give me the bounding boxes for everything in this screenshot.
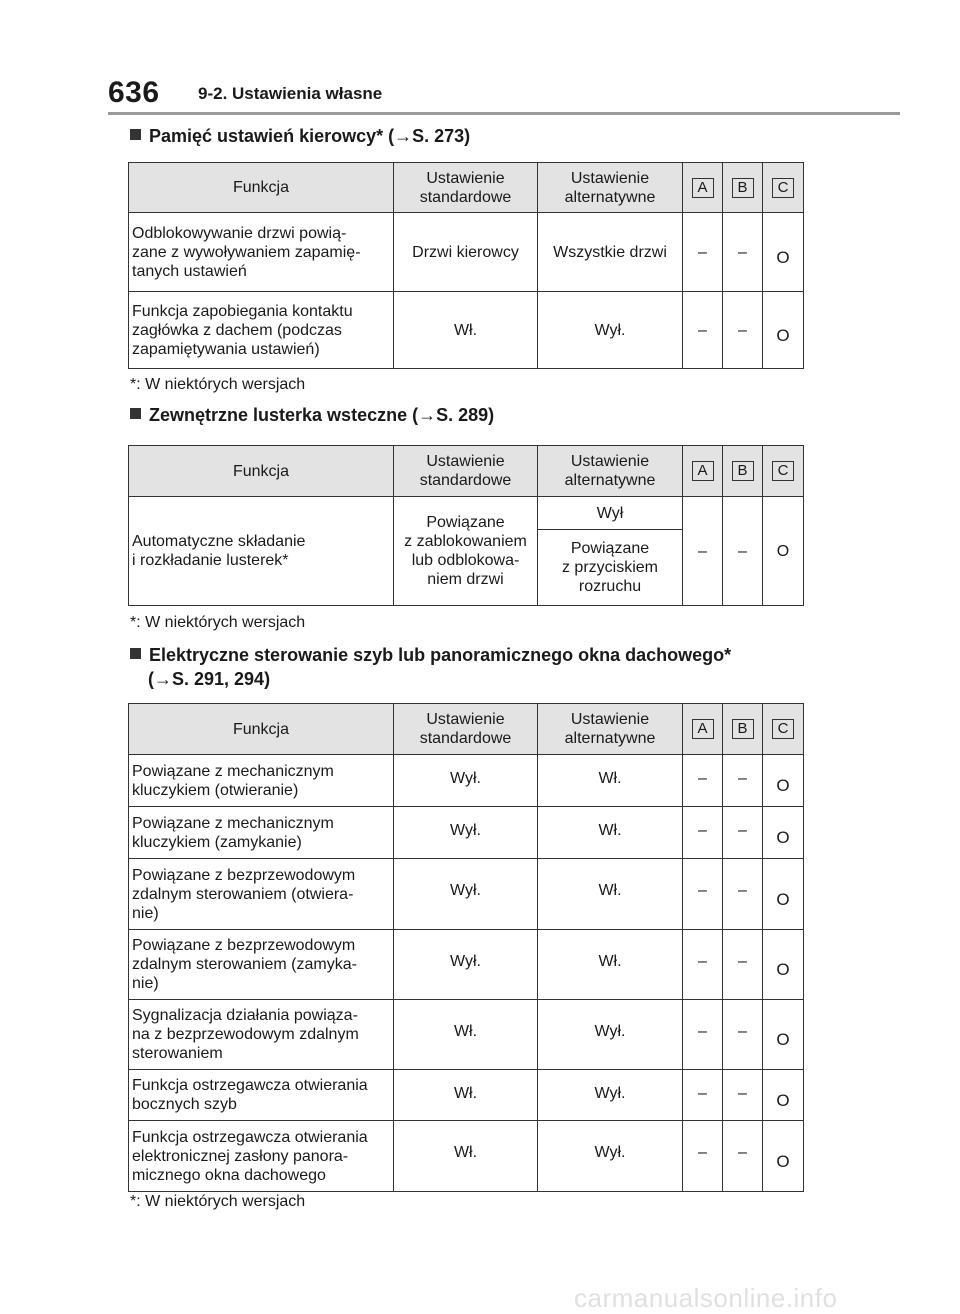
a-cell: – — [683, 859, 723, 930]
header-line: alternatywne — [564, 188, 656, 206]
col-header-c — [763, 163, 804, 213]
section2-title: Zewnętrzne lusterka wsteczne (→S. 289) — [149, 405, 495, 425]
header-line: alternatywne — [564, 730, 656, 747]
section1-heading — [130, 124, 470, 148]
func-line: Powiązane z mechanicznym — [132, 762, 334, 780]
section3-footnote: *: W niektórych wersjach — [130, 1193, 306, 1210]
a-cell: – — [683, 497, 723, 606]
func-cell — [129, 1000, 394, 1070]
col-header-alt — [538, 704, 683, 755]
alt-cell — [538, 530, 683, 606]
func-cell — [129, 755, 394, 807]
bullet-square-icon — [130, 648, 141, 659]
boxed-letter-a: A — [692, 461, 714, 481]
col-header-b — [723, 704, 763, 755]
standard-line: lub odblokowa- — [411, 552, 520, 569]
standard-cell: Wył. — [394, 807, 538, 859]
func-line: Funkcja ostrzegawcza otwierania — [132, 1077, 368, 1094]
boxed-letter-c: C — [772, 719, 794, 739]
b-cell: – — [723, 807, 763, 859]
header-line: Ustawienie — [426, 453, 505, 470]
section1-table — [128, 162, 804, 369]
col-header-a — [683, 446, 723, 497]
c-cell: O — [763, 1070, 804, 1121]
standard-cell: Wył. — [394, 755, 538, 807]
func-line: nie) — [132, 904, 159, 922]
func-line: zane z wywoływaniem zapamię- — [132, 243, 361, 261]
alt-line: rozruchu — [578, 578, 642, 595]
col-header-standard — [394, 163, 538, 213]
alt-line: z przyciskiem — [561, 559, 658, 576]
col-header-a — [683, 704, 723, 755]
alt-cell: Wył. — [538, 1000, 683, 1070]
func-line: Funkcja ostrzegawcza otwierania — [132, 1128, 368, 1146]
func-cell — [129, 859, 394, 930]
section3-heading — [130, 643, 731, 691]
func-line: Automatyczne składanie — [132, 533, 306, 550]
b-cell: – — [723, 755, 763, 807]
alt-cell: Wł. — [538, 755, 683, 807]
boxed-letter-a: A — [692, 719, 714, 739]
func-cell — [129, 497, 394, 606]
table-header-row — [129, 446, 804, 497]
func-line: Sygnalizacja działania powiąza- — [132, 1007, 358, 1024]
standard-cell: Wł. — [394, 1121, 538, 1192]
standard-cell: Wł. — [394, 1070, 538, 1121]
func-cell — [129, 1121, 394, 1192]
b-cell: – — [723, 859, 763, 930]
standard-line: z zablokowaniem — [404, 533, 527, 550]
standard-cell: Wł. — [394, 1000, 538, 1070]
func-cell — [129, 292, 394, 369]
standard-cell: Drzwi kierowcy — [394, 213, 538, 292]
table-row — [129, 497, 804, 530]
header-line: Ustawienie — [570, 453, 650, 470]
func-line: Powiązane z mechanicznym — [132, 814, 334, 832]
c-cell: O — [763, 859, 804, 930]
alt-cell: Wył. — [538, 1070, 683, 1121]
standard-cell: Wył. — [394, 859, 538, 930]
section3-title-line2: (→S. 291, 294) — [148, 669, 271, 689]
a-cell: – — [683, 1000, 723, 1070]
boxed-letter-b: B — [732, 719, 754, 739]
section3-title-line1: Elektryczne sterowanie szyb lub panoramicznego okna dachowego* — [149, 645, 732, 665]
c-cell: O — [763, 807, 804, 859]
b-cell: – — [723, 1000, 763, 1070]
header-rule — [108, 112, 900, 115]
func-line: kluczykiem (otwieranie) — [132, 781, 299, 799]
header-line: Ustawienie — [570, 169, 650, 187]
table-row — [129, 213, 804, 292]
table-row — [129, 292, 804, 369]
standard-cell: Wył. — [394, 930, 538, 1000]
b-cell: – — [723, 497, 763, 606]
alt-cell: Wł. — [538, 807, 683, 859]
func-line: Powiązane z bezprzewodowym — [132, 866, 356, 884]
c-cell: O — [763, 1000, 804, 1070]
alt-line: Powiązane — [570, 540, 650, 557]
a-cell: – — [683, 755, 723, 807]
section3-table — [128, 703, 804, 1192]
standard-line: Powiązane — [426, 514, 505, 531]
section-title: 9-2. Ustawienia własne — [198, 84, 383, 103]
section2-table — [128, 445, 804, 606]
col-header-c — [763, 446, 804, 497]
func-line: nie) — [132, 975, 159, 992]
b-cell: – — [723, 292, 763, 369]
header-line: standardowe — [419, 472, 512, 489]
section1-title: Pamięć ustawień kierowcy* (→S. 273) — [149, 126, 471, 146]
func-line: tanych ustawień — [132, 262, 247, 280]
func-cell — [129, 930, 394, 1000]
a-cell: – — [683, 292, 723, 369]
col-header-a — [683, 163, 723, 213]
boxed-letter-c: C — [772, 461, 794, 481]
table-row — [129, 1121, 804, 1192]
table-header-row — [129, 704, 804, 755]
alt-cell: Wył — [538, 497, 683, 530]
c-cell: O — [763, 930, 804, 1000]
header-line: Ustawienie — [570, 711, 650, 728]
a-cell: – — [683, 1070, 723, 1121]
func-cell — [129, 213, 394, 292]
page-header — [0, 0, 960, 120]
col-header-alt — [538, 163, 683, 213]
func-line: sterowaniem — [132, 1045, 223, 1062]
c-cell: O — [763, 1121, 804, 1192]
bullet-square-icon — [130, 129, 141, 140]
c-cell: O — [763, 292, 804, 369]
a-cell: – — [683, 1121, 723, 1192]
table-row — [129, 1000, 804, 1070]
alt-cell: Wył. — [538, 1121, 683, 1192]
c-cell: O — [763, 755, 804, 807]
func-line: kluczykiem (zamykanie) — [132, 833, 302, 851]
table-row — [129, 755, 804, 807]
func-line: na z bezprzewodowym zdalnym — [132, 1026, 359, 1043]
table-row — [129, 807, 804, 859]
table-row — [129, 930, 804, 1000]
header-line: alternatywne — [564, 472, 656, 489]
section1-footnote: *: W niektórych wersjach — [130, 376, 306, 393]
func-line: zdalnym sterowaniem (zamyka- — [132, 956, 357, 973]
standard-line: niem drzwi — [427, 571, 504, 588]
c-cell: O — [763, 497, 804, 606]
func-line: elektronicznej zasłony panora- — [132, 1147, 349, 1165]
bullet-square-icon — [130, 408, 141, 419]
alt-cell: Wszystkie drzwi — [538, 213, 683, 292]
func-cell — [129, 807, 394, 859]
func-line: zapamiętywania ustawień) — [132, 340, 320, 358]
c-cell: O — [763, 213, 804, 292]
func-line: bocznych szyb — [132, 1096, 237, 1113]
boxed-letter-b: B — [732, 178, 754, 198]
alt-cell: Wył. — [538, 292, 683, 369]
col-header-b — [723, 446, 763, 497]
b-cell: – — [723, 213, 763, 292]
func-line: Powiązane z bezprzewodowym — [132, 937, 356, 954]
section2-footnote: *: W niektórych wersjach — [130, 614, 306, 631]
table-row — [129, 859, 804, 930]
a-cell: – — [683, 930, 723, 1000]
func-line: Funkcja zapobiegania kontaktu — [132, 302, 353, 320]
standard-cell: Wł. — [394, 292, 538, 369]
func-line: micznego okna dachowego — [132, 1166, 326, 1184]
header-line: Ustawienie — [426, 711, 505, 728]
standard-cell — [394, 497, 538, 606]
boxed-letter-b: B — [732, 461, 754, 481]
b-cell: – — [723, 930, 763, 1000]
table-header-row — [129, 163, 804, 213]
watermark: carmanualsonline.info — [574, 1283, 838, 1313]
func-line: i rozkładanie lusterek* — [132, 552, 289, 569]
boxed-letter-a: A — [692, 178, 714, 198]
func-line: zdalnym sterowaniem (otwiera- — [132, 885, 354, 903]
col-header-alt — [538, 446, 683, 497]
col-header-funkcja: Funkcja — [129, 446, 394, 497]
col-header-standard — [394, 446, 538, 497]
func-line: Odblokowywanie drzwi powią- — [132, 224, 347, 242]
header-line: standardowe — [419, 188, 512, 206]
header-line: Ustawienie — [426, 169, 505, 187]
col-header-c — [763, 704, 804, 755]
a-cell: – — [683, 807, 723, 859]
b-cell: – — [723, 1070, 763, 1121]
boxed-letter-c: C — [772, 178, 794, 198]
page-number: 636 — [108, 76, 160, 109]
col-header-standard — [394, 704, 538, 755]
table-row — [129, 1070, 804, 1121]
col-header-b — [723, 163, 763, 213]
section2-heading — [130, 403, 494, 427]
b-cell: – — [723, 1121, 763, 1192]
col-header-funkcja: Funkcja — [129, 163, 394, 213]
a-cell: – — [683, 213, 723, 292]
col-header-funkcja: Funkcja — [129, 704, 394, 755]
func-line: zagłówka z dachem (podczas — [132, 321, 342, 339]
func-cell — [129, 1070, 394, 1121]
alt-cell: Wł. — [538, 859, 683, 930]
alt-cell: Wł. — [538, 930, 683, 1000]
header-line: standardowe — [419, 730, 512, 747]
